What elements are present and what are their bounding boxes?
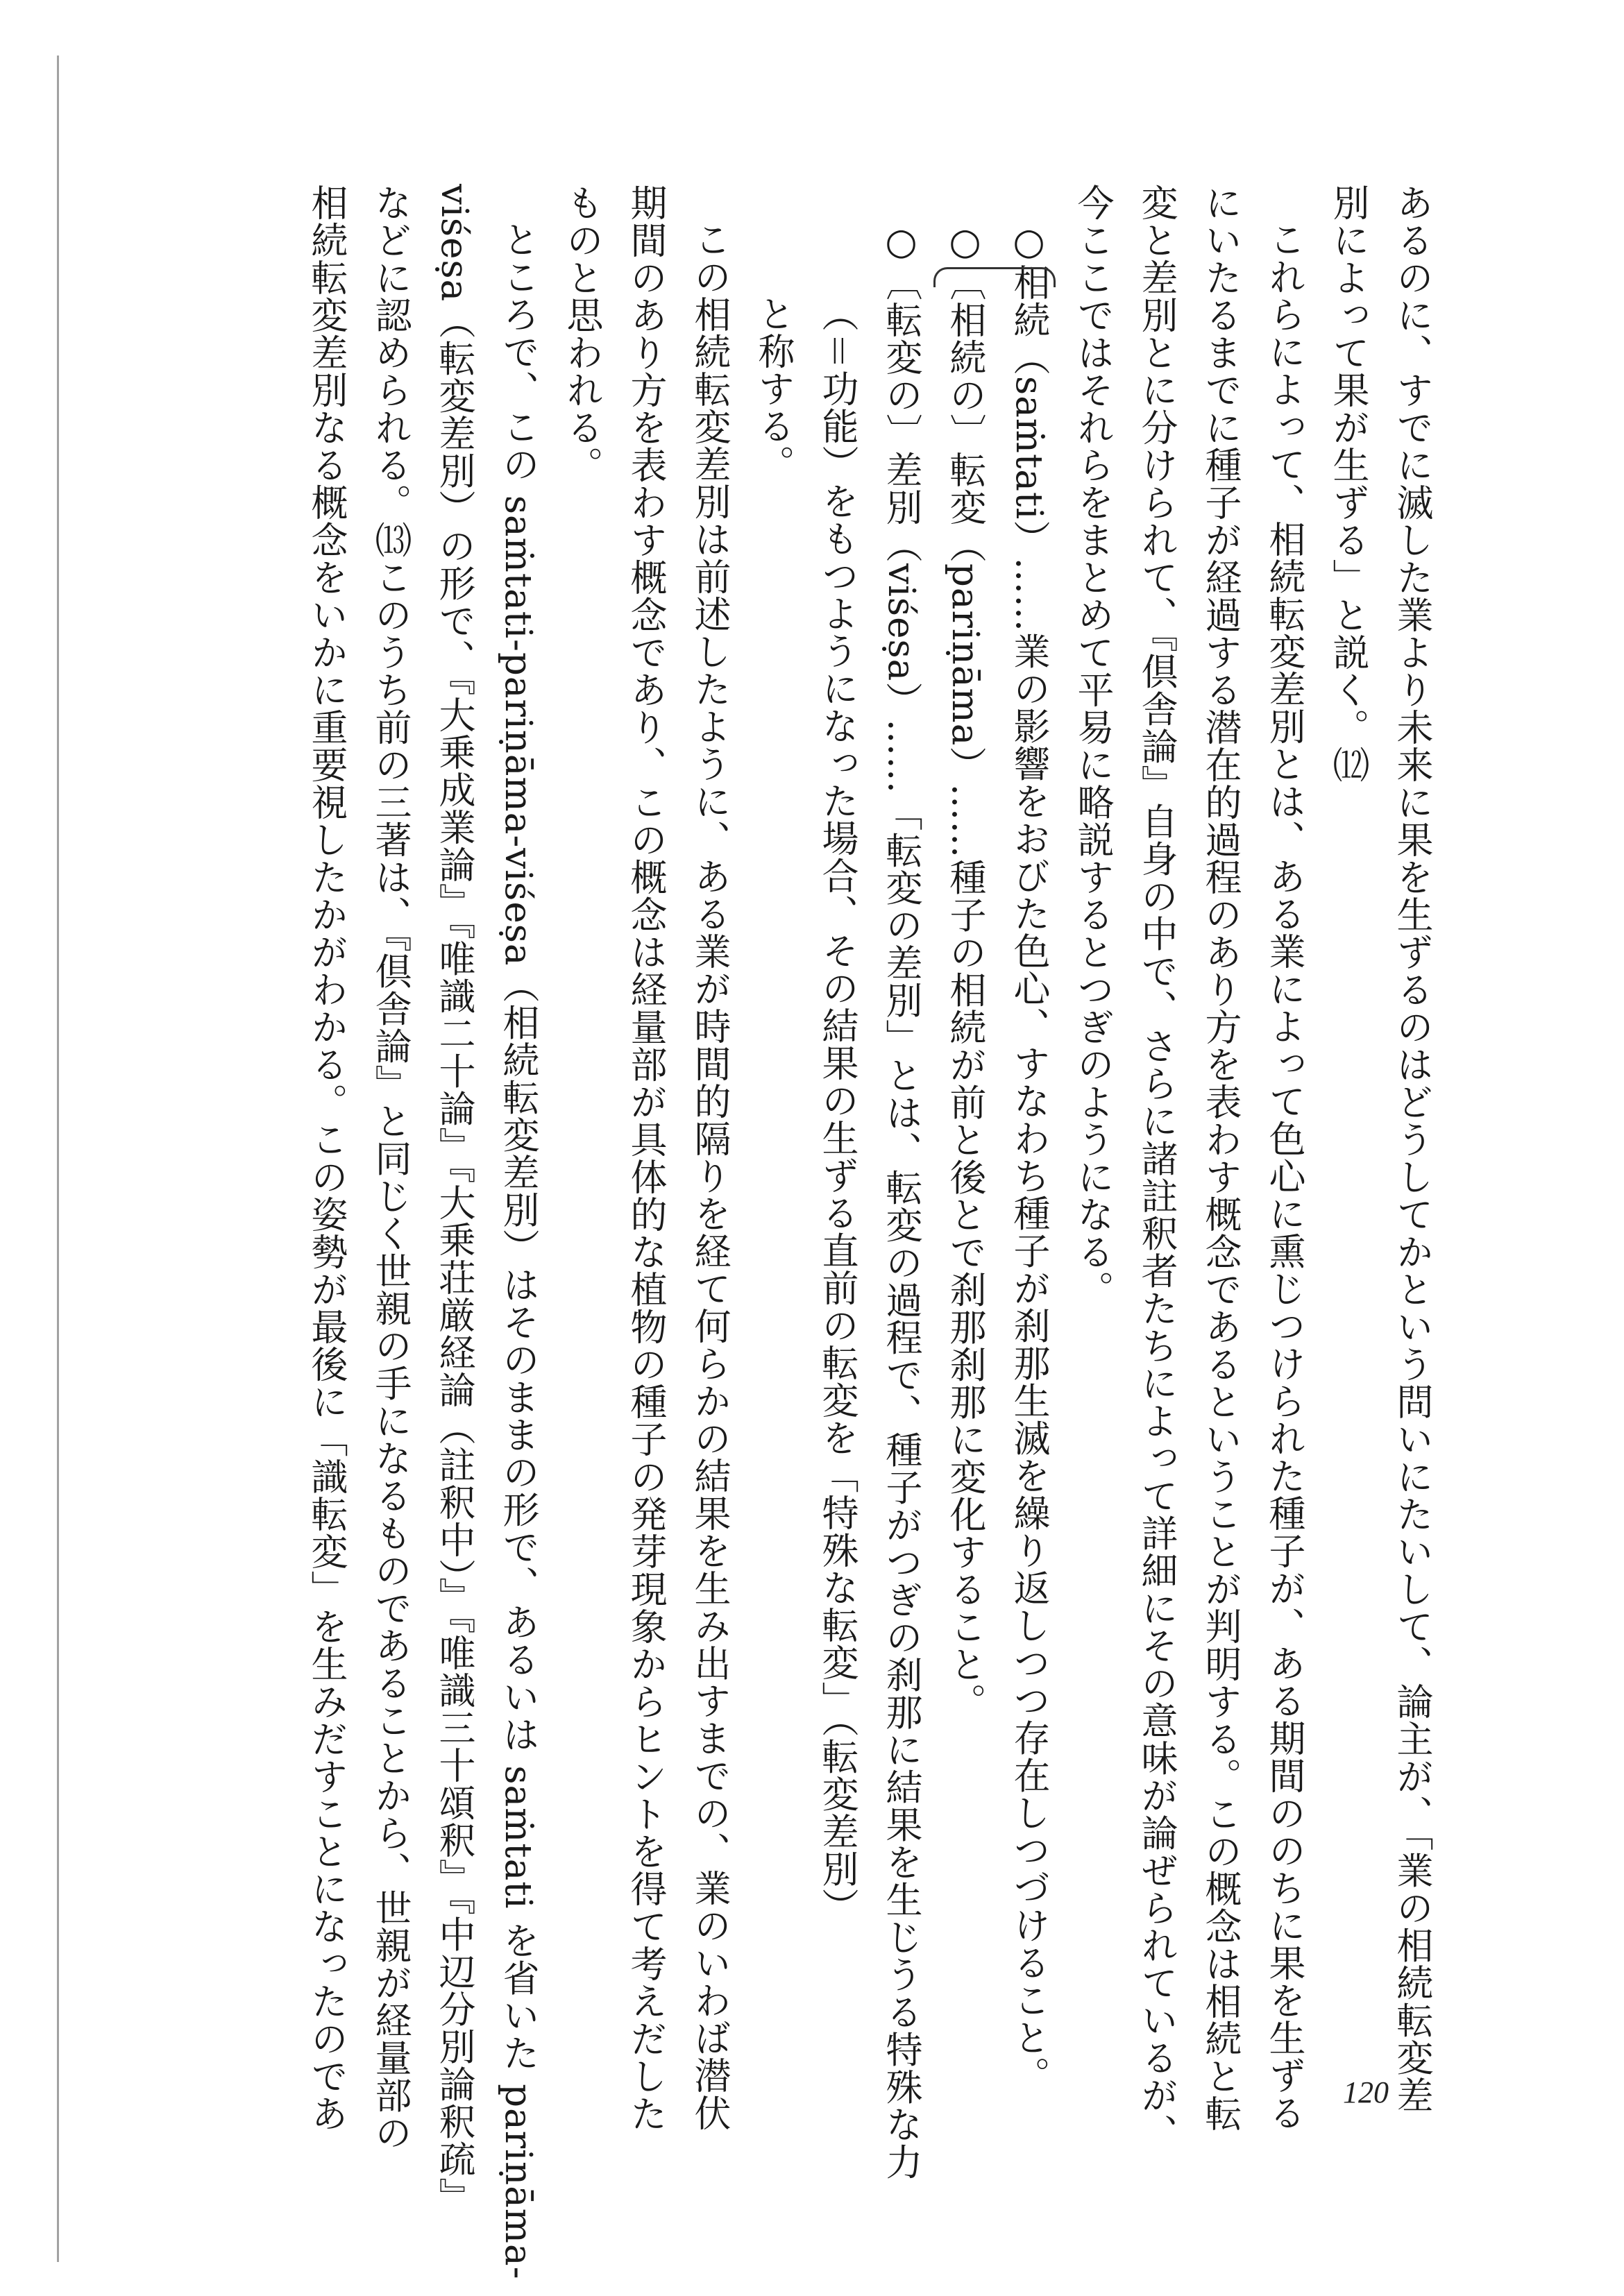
text-line-2: 別によって果が生ずる」と説く。⑿ [1327, 184, 1369, 783]
text-line-4: にいたるまでに種子が経過する潜在的過程のあり方を表わす概念であるということが判明する。この概念は相続と転 [1199, 184, 1242, 2132]
text-line-15: ところで、この saṁtati-pariṇāma-viśeṣa（相続転変差別）はそのままの形で、あるいは saṁtati を省いた pariṇāma- [497, 221, 539, 2280]
scan-edge-line [57, 56, 59, 2262]
text-line-6: 今ここではそれらをまとめて平易に略説するとつぎのようになる。 [1072, 184, 1114, 1308]
text-line-16: viśeṣa（転変差別）の形で、『大乗成業論』『唯識二十論』『大乗荘厳経論（註釈中）』『唯識三十頌釈』『中辺分別論釈疏』 [433, 184, 475, 2216]
text-line-14: ものと思われる。 [561, 184, 603, 484]
definition-item-viśeṣa: ○〔転変の〕差別（viśeṣa）……「転変の差別」とは、転変の過程で、種子がつぎの刹那に結果を生じうる特殊な力 [880, 221, 922, 2181]
definition-item-pariṇāma: ○〔相続の〕転変（pariṇāma）……種子の相続が前と後とで刹那刹那に変化すること。 [944, 221, 986, 1721]
text-line-13: 期間のあり方を表わす概念であり、この概念は経量部が具体的な植物の種子の発芽現象からヒントを得て考えだした [625, 184, 667, 2132]
definition-item-viśeṣa-end: と称する。 [752, 295, 795, 482]
text-line-1: あるのに、すでに滅した業より未来に果を生ずるのはどうしてかという問いにたいして、論主が、「業の相続転変差 [1391, 184, 1433, 2114]
definition-item-viśeṣa-cont: （＝功能）をもつようになった場合、その結果の生ずる直前の転変を「特殊な転変」（転変差別） [816, 295, 858, 1925]
list-brace [933, 267, 1056, 287]
text-line-17: などに認められる。⒀このうち前の三著は、『倶舎論』と同じく世親の手になるものであることから、世親が経量部の [369, 184, 412, 2152]
text-line-3: これらによって、相続転変差別とは、ある業によって色心に熏じつけられた種子が、ある期間ののちに果を生ずる [1263, 221, 1305, 2132]
text-line-18: 相続転変差別なる概念をいかに重要視したかがわかる。この姿勢が最後に「識転変」を生みだすことになったのであ [305, 184, 348, 2132]
text-line-12: この相続転変差別は前述したように、ある業が時間的隔りを経て何らかの結果を生み出すまでの、業のいわば潜伏 [688, 221, 731, 2132]
text-line-5: 変と差別とに分けられて、『倶舎論』自身の中で、さらに諸註釈者たちによって詳細にその意味が論ぜられているが、 [1135, 184, 1178, 2152]
page-number: 120 [1343, 2075, 1389, 2109]
definition-item-saṁtati: ○相続（saṁtati）……業の影響をおびた色心、すなわち種子が刹那生滅を繰り返しつつ存在しつづけること。 [1008, 221, 1050, 2094]
